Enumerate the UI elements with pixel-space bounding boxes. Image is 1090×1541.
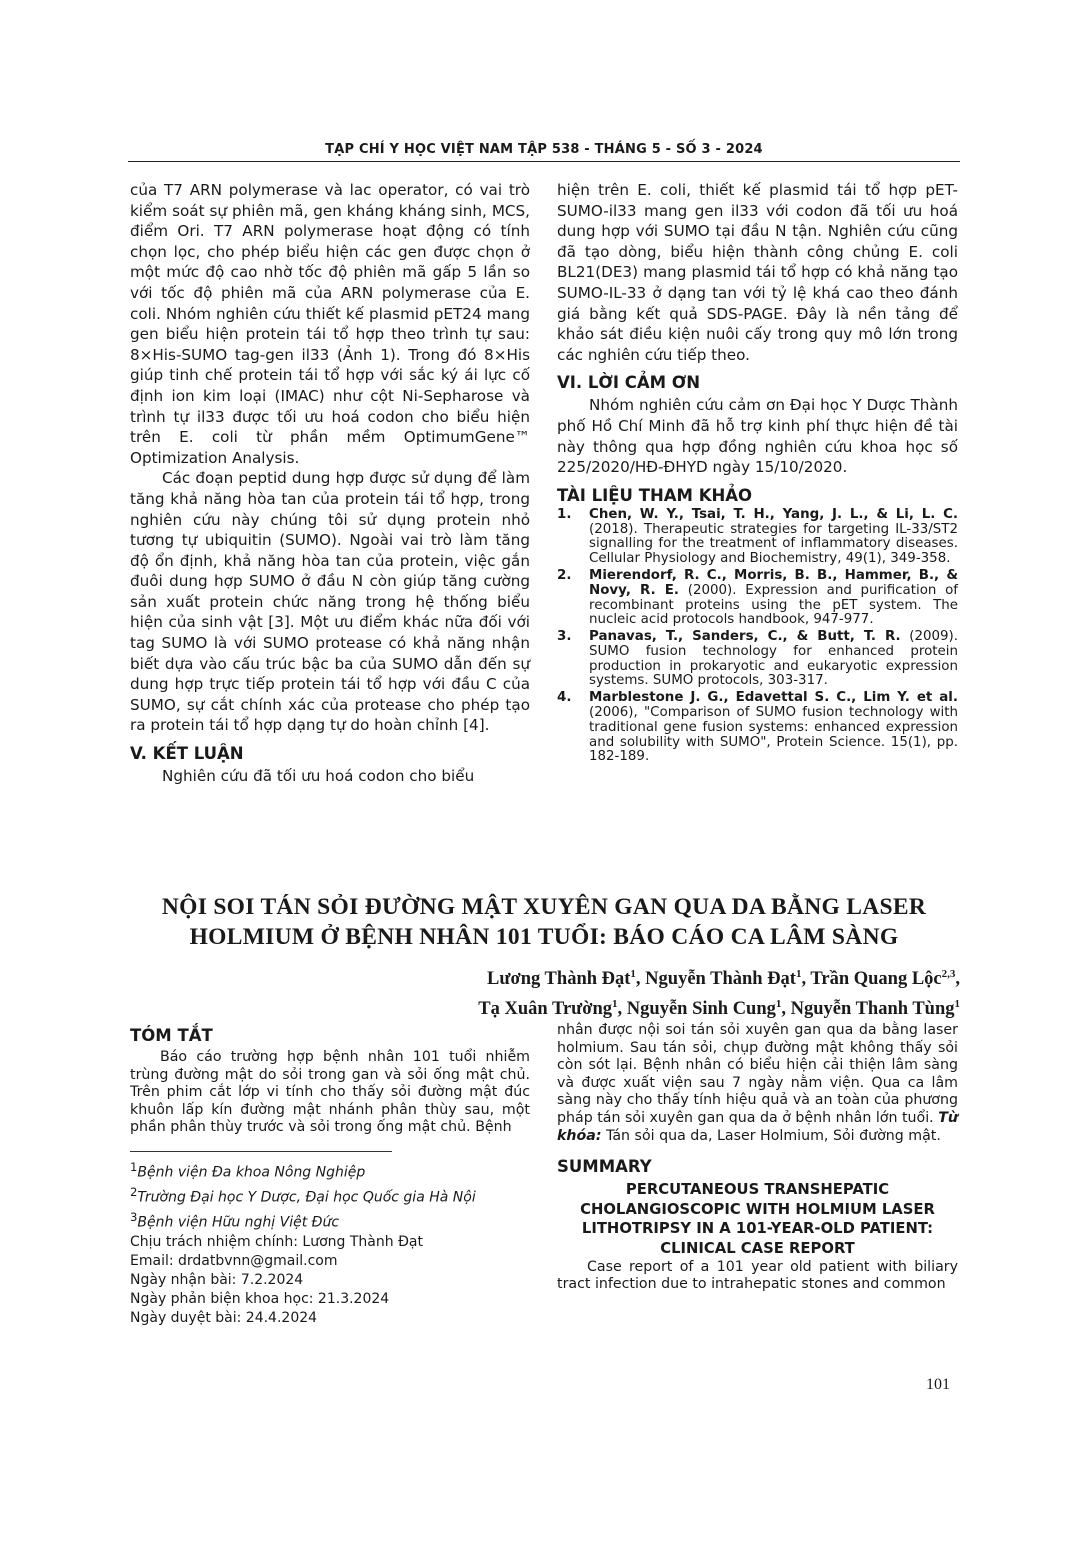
author-affiliation: 1 [630,968,636,980]
author-affiliation: 1 [775,998,782,1011]
reference-text: (2006), "Comparison of SUMO fusion technology with traditional gene fusion systems: enhanced expression and solubility with SUMO", Protein Science. 15(1), pp. 182-189. [589,705,958,765]
footnote-affiliation-2: $^2$Trường Đại học Y Dược, Đại học Quốc gia Hà Nội [130,1184,476,1206]
reference-item [557,630,958,689]
author-affiliation: 1 [954,998,960,1011]
author-name: Trần Quang Lộc [810,969,942,990]
author-affiliation: 2,3 [941,968,956,980]
keywords-label: Từ khóa: [557,1109,958,1144]
header-rule [128,161,960,162]
author-list: Lương Thành Đạt$^1$, Nguyễn Thành Đạt$^1$, Trần Quang Lộc$^{2,3}$, Tạ Xuân Trường$^1$, Nguyễn Sinh Cung$^1$, Nguyễn Thanh Tùng$^1$ [478,968,960,1020]
right-column [557,180,958,767]
summary-heading: SUMMARY [557,1157,652,1177]
article-title-line-1: NỘI SOI TÁN SỎI ĐƯỜNG MẬT XUYÊN GAN QUA DA BẰNG LASER [161,894,927,920]
abstract-left-column [130,1026,530,1329]
author-name: Nguyễn Thanh Tùng [790,999,955,1020]
article-title-line-2: HOLMIUM Ở BỆNH NHÂN 101 TUỔI: BÁO CÁO CA LÂM SÀNG [189,924,899,950]
reference-text: (2009). SUMO fusion technology for enhanced protein production in prokaryotic and eukaryotic expression systems. SUMO protocols, 303-317. [589,629,959,689]
author-affiliation: 1 [795,968,802,980]
author-name: Tạ Xuân Trường [478,999,613,1020]
reference-authors: Panavas, T., Sanders, C., & Butt, T. R. [589,629,901,645]
corresponding-author: Chịu trách nhiệm chính: Lương Thành Đạt [130,1233,423,1250]
abstract-paragraph-2: nhân được nội soi tán sỏi xuyên gan qua da bằng laser holmium. Sau tán sỏi, chụp đường mật không thấy sỏi còn sót lại. Bệnh nhân có biểu hiện cải thiện lâm sàng và được xuất viện sau 7 ngày nằm viện. Qua ca lâm sàng này cho thấy tính hiệu quả và an toàn của phương pháp tán sỏi xuyên gan qua da ở bệnh nhân lớn tuổi. Từ khóa: Tán sỏi qua da, Laser Holmium, Sỏi đường mật. [557,1022,958,1144]
reference-authors: Mierendorf, R. C., Morris, B. B., Hammer, B., & Novy, R. E. [589,567,958,598]
abstract-paragraph-1: Báo cáo trường hợp bệnh nhân 101 tuổi nhiễm trùng đường mật do sỏi trong gan và sỏi ống mật chủ. Trên phim cắt lớp vi tính cho thấy sỏi đường mật đúc khuôn lấp kín đường mật nhánh phân thùy sau, một phần phân thùy trước và sỏi trong ống mật chủ. Bệnh [130,1049,530,1136]
reference-number: 2. [557,567,572,583]
author-name: Lương Thành Đạt [487,969,631,990]
left-column [130,180,530,787]
email: Email: drdatbvnn@gmail.com [130,1252,338,1269]
author-name: Nguyễn Sinh Cung [626,999,776,1020]
reference-authors: Chen, W. Y., Tsai, T. H., Yang, J. L., & Li, L. C. [589,506,958,522]
date-received: Ngày nhận bài: 7.2.2024 [130,1271,304,1288]
keywords: Tán sỏi qua da, Laser Holmium, Sỏi đường mật. [601,1127,941,1144]
date-reviewed: Ngày phản biện khoa học: 21.3.2024 [130,1291,390,1308]
reference-item [557,569,958,628]
thanks-heading: VI. LỜI CẢM ƠN [557,373,700,393]
thanks-paragraph: Nhóm nghiên cứu cảm ơn Đại học Y Dược Thành phố Hồ Chí Minh đã hỗ trợ kinh phí thực hiện đề tài này thông qua hợp đồng nghiên cứu khoa học số 225/2020/HĐ-ĐHYD ngày 15/10/2020. [557,396,958,477]
journal-header: TẠP CHÍ Y HỌC VIỆT NAM TẬP 538 - THÁNG 5 - SỐ 3 - 2024 [325,142,763,157]
reference-authors: Marblestone J. G., Edavettal S. C., Lim Y. et al. [589,690,958,706]
article-title [128,892,960,952]
references-heading: TÀI LIỆU THAM KHẢO [557,485,753,505]
footnote-affiliation-1: $^1$Bệnh viện Đa khoa Nông Nghiệp [130,1159,366,1181]
conclusion-paragraph: Nghiên cứu đã tối ưu hoá codon cho biểu [162,767,475,786]
abstract-right-column [557,1022,958,1294]
conclusion-heading: V. KẾT LUẬN [130,744,244,764]
summary-paragraph: Case report of a 101 year old patient with biliary tract infection due to intrahepatic stones and common [557,1258,958,1293]
footnote-rule [130,1151,392,1152]
reference-text: (2018). Therapeutic strategies for targeting IL-33/ST2 signalling for the treatment of inflammatory diseases. Cellular Physiology and Biochemistry, 49(1), 349-358. [589,521,958,567]
reference-number: 3. [557,629,572,645]
reference-item [557,508,958,567]
date-accepted: Ngày duyệt bài: 24.4.2024 [130,1310,318,1327]
author-affiliation: 1 [612,998,618,1011]
page-number: 101 [926,1376,950,1393]
right-paragraph-1: hiện trên E. coli, thiết kế plasmid tái tổ hợp pET-SUMO-il33 mang gen il33 với codon đã tối ưu hoá dung hợp với SUMO tại đầu N tận. Nghiên cứu cũng đã tạo dòng, biểu hiện thành công chủng E. coli BL21(DE3) mang plasmid tái tổ hợp có khả năng tạo SUMO-IL-33 ở dạng tan với tỷ lệ khá cao theo đánh giá bằng kết quả SDS-PAGE. Đây là nền tảng để khảo sát điều kiện nuôi cấy trong quy mô lớn trong các nghiên cứu tiếp theo. [557,181,958,364]
author-name: Nguyễn Thành Đạt [645,969,796,990]
abstract-heading: TÓM TẮT [130,1026,213,1045]
reference-number: 1. [557,506,572,522]
footnote-affiliation-3: $^3$Bệnh viện Hữu nghị Việt Đức [130,1209,340,1231]
reference-text: (2000). Expression and purification of recombinant proteins using the pET system. The nucleic acid protocols handbook, 947-977. [589,582,959,628]
left-paragraph-1: của T7 ARN polymerase và lac operator, có vai trò kiểm soát sự phiên mã, gen kháng kháng sinh, MCS, điểm Ori. T7 ARN polymerase hoạt động có tính chọn lọc, cho phép biểu hiện các gen được chọn ở một mức độ cao nhờ tốc độ phiên mã gấp 5 lần so với tốc độ phiên mã của ARN polymerase của E. coli. Nhóm nghiên cứu thiết kế plasmid pET24 mang gen biểu hiện protein tái tổ hợp theo trình tự sau: 8×His-SUMO tag-gen il33 (Ảnh 1). Trong đó 8×His giúp tinh chế protein tái tổ hợp với sắc ký ái lực cố định ion kim loại (IMAC) như cột Ni-Sepharose và trình tự il33 được tối ưu hoá codon cho biểu hiện trên E. coli từ phần mềm OptimumGene™ Optimization Analysis. [130,181,530,467]
reference-item [557,691,958,765]
left-paragraph-2: Các đoạn peptid dung hợp được sử dụng để làm tăng khả năng hòa tan của protein tái tổ hợp, trong nghiên cứu này chúng tôi sử dụng protein nhỏ tương tự ubiquitin (SUMO). Ngoài vai trò làm tăng độ ổn định, khả năng hòa tan của protein, việc gắn đuôi dung hợp SUMO ở đầu N còn giúp tăng cường sản xuất protein chức năng trong hệ thống biểu hiện của sinh vật [3]. Một ưu điểm khác nữa đối với tag SUMO là với SUMO protease có khả năng nhận biết dựa vào cấu trúc bậc ba của SUMO dẫn đến sự dung hợp trực tiếp protein tái tổ hợp với đầu C của SUMO, sự cắt chính xác của protease cho phép tạo ra protein tái tổ hợp dạng tự do hoàn chỉnh [4]. [130,469,530,735]
reference-list [557,508,958,766]
summary-title: PERCUTANEOUS TRANSHEPATIC CHOLANGIOSCOPIC WITH HOLMIUM LASER LITHOTRIPSY IN A 101-YEAR-OLD PATIENT: CLINICAL CASE REPORT [580,1181,935,1257]
reference-number: 4. [557,690,572,706]
